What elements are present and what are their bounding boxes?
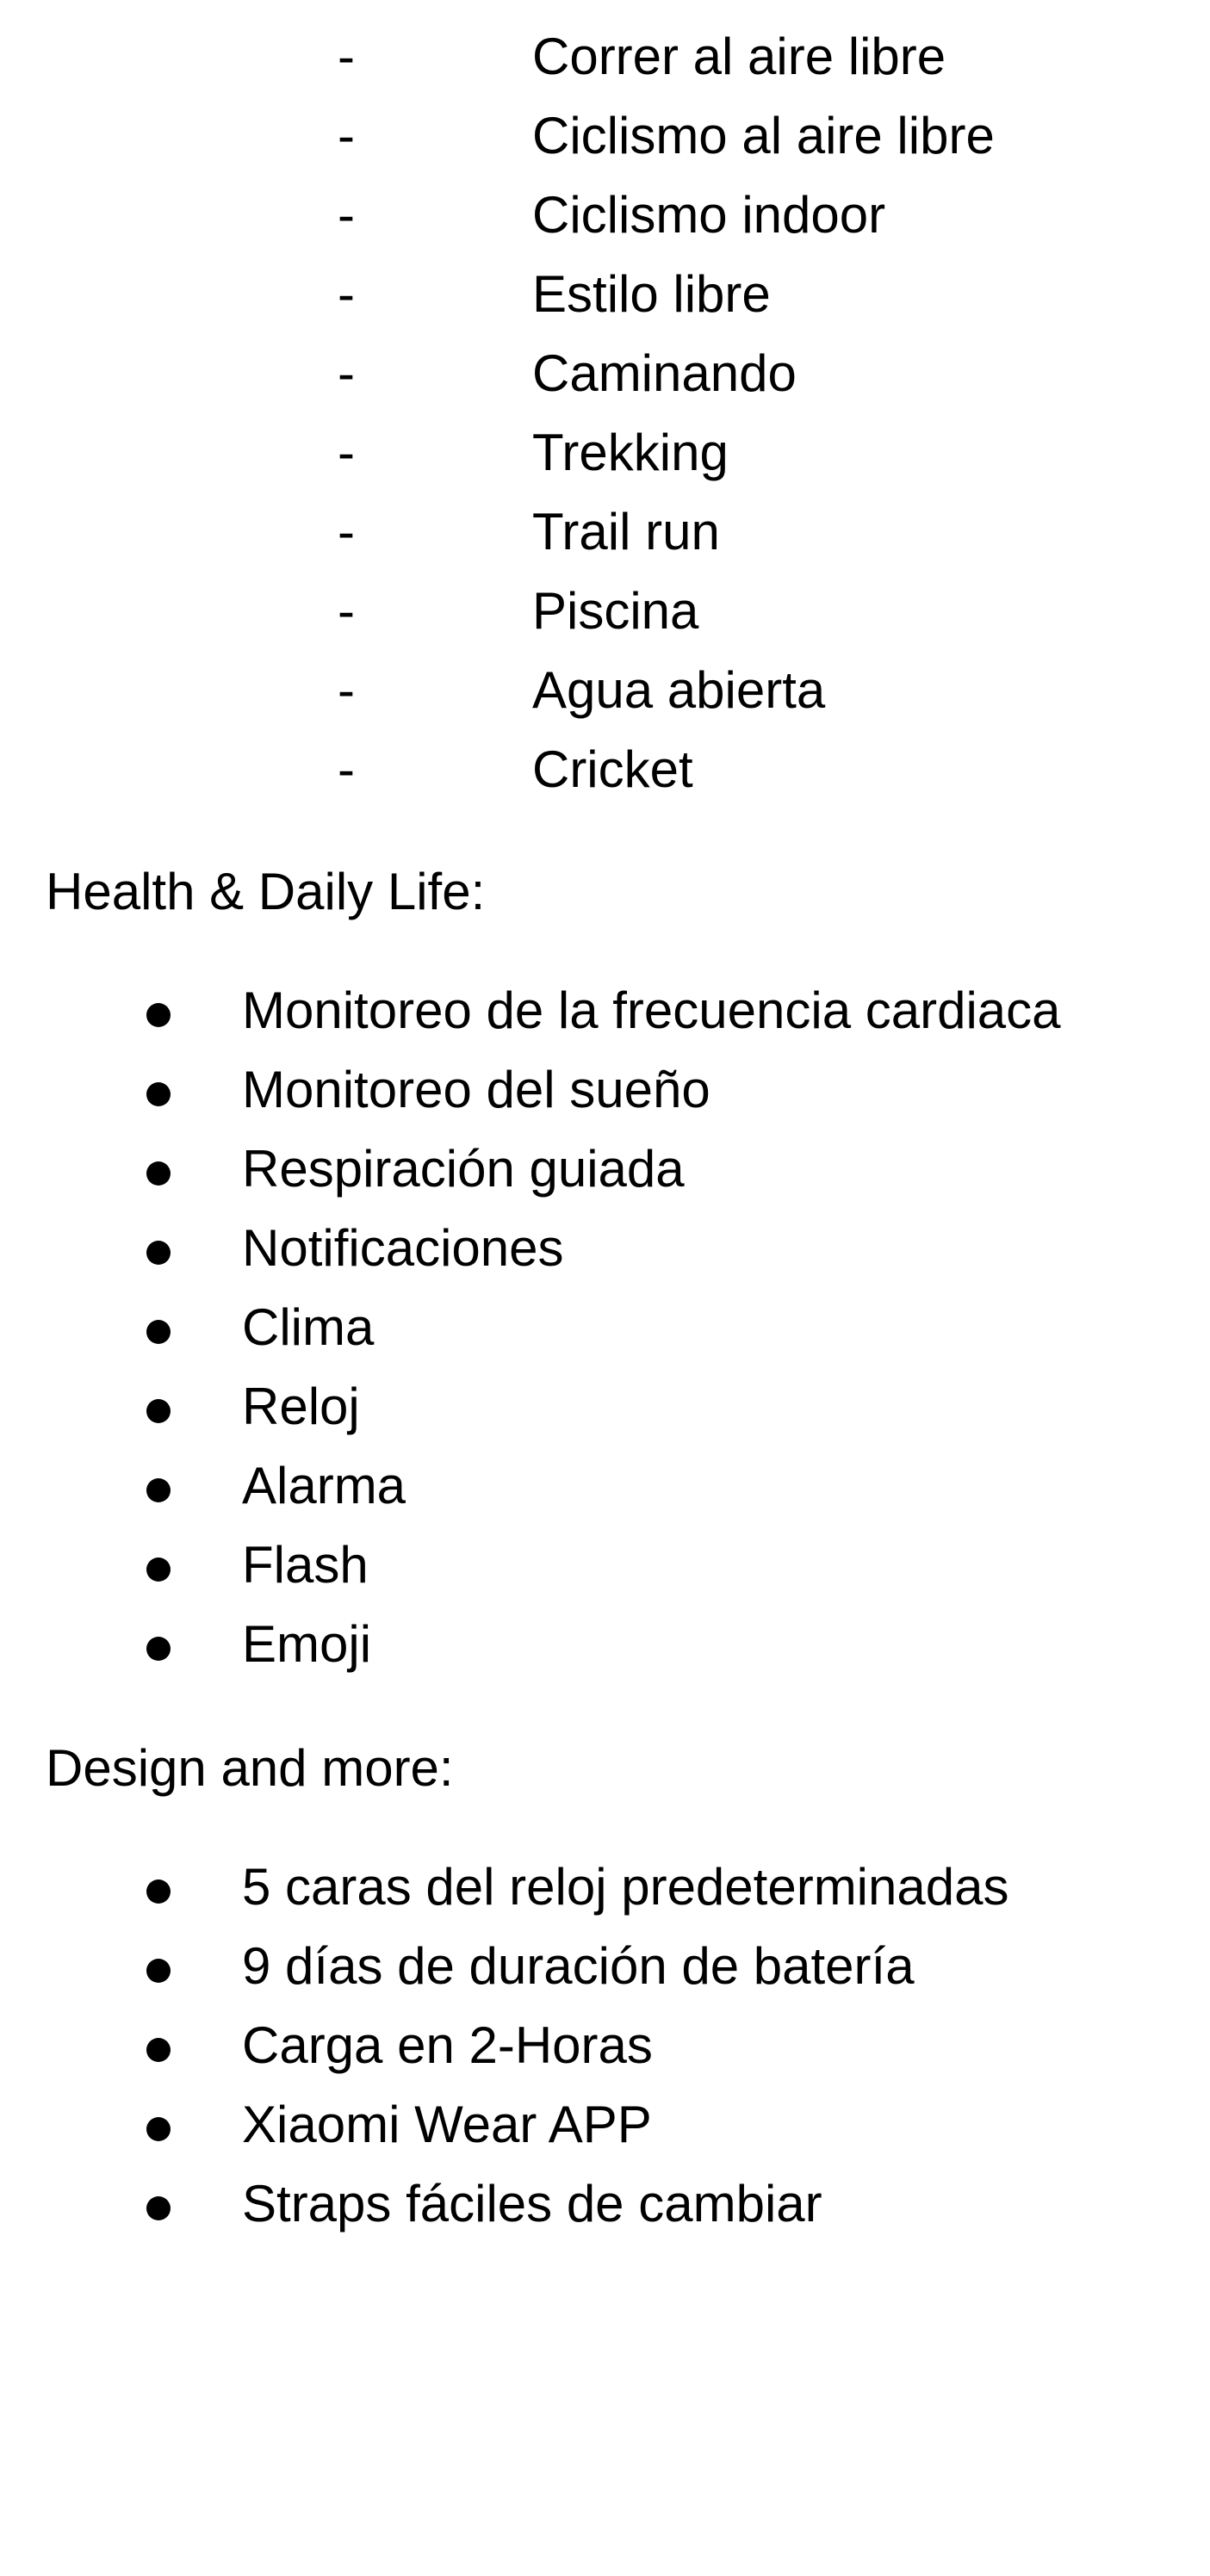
bullet-icon bbox=[146, 1003, 171, 1027]
dash-marker: - bbox=[338, 582, 355, 640]
list-item-text: Straps fáciles de cambiar bbox=[242, 2175, 822, 2232]
section-heading-health: Health & Daily Life: bbox=[46, 863, 486, 920]
list-item bbox=[0, 96, 1210, 176]
list-item bbox=[0, 1927, 1210, 2006]
list-item bbox=[0, 176, 1210, 255]
bullet-icon bbox=[146, 1637, 171, 1661]
design-feature-list bbox=[0, 1848, 1210, 2244]
list-item-text: Clima bbox=[242, 1298, 375, 1356]
bullet-icon bbox=[146, 2196, 171, 2220]
list-item-text: Emoji bbox=[242, 1615, 372, 1673]
bullet-icon bbox=[146, 1959, 171, 1983]
bullet-icon bbox=[146, 1478, 171, 1502]
list-item bbox=[0, 651, 1210, 730]
list-item-text: Estilo libre bbox=[532, 265, 771, 323]
dash-marker: - bbox=[338, 661, 355, 719]
list-item-text: Monitoreo de la frecuencia cardiaca bbox=[242, 981, 1061, 1039]
list-item bbox=[0, 17, 1210, 96]
bullet-icon bbox=[146, 1161, 171, 1186]
dash-marker: - bbox=[338, 344, 355, 402]
bullet-icon bbox=[146, 2038, 171, 2062]
list-item-text: Trail run bbox=[532, 503, 720, 560]
health-feature-list bbox=[0, 971, 1210, 1684]
dash-marker: - bbox=[338, 740, 355, 798]
list-item-text: Respiración guiada bbox=[242, 1140, 685, 1198]
list-item bbox=[0, 334, 1210, 413]
list-item bbox=[0, 971, 1210, 1050]
dash-marker: - bbox=[338, 503, 355, 560]
list-item bbox=[0, 413, 1210, 492]
list-item bbox=[0, 1605, 1210, 1684]
list-item bbox=[0, 2006, 1210, 2085]
list-item-text: Notificaciones bbox=[242, 1219, 564, 1277]
bullet-icon bbox=[146, 1320, 171, 1344]
bullet-icon bbox=[146, 1879, 171, 1904]
list-item-text: Flash bbox=[242, 1536, 369, 1594]
list-item bbox=[0, 2164, 1210, 2244]
list-item bbox=[0, 1209, 1210, 1288]
list-item bbox=[0, 1288, 1210, 1367]
list-item-text: Carga en 2-Horas bbox=[242, 2016, 653, 2074]
list-item bbox=[0, 1130, 1210, 1209]
list-item bbox=[0, 730, 1210, 809]
bullet-icon bbox=[146, 1082, 171, 1106]
bullet-icon bbox=[146, 1241, 171, 1265]
list-item bbox=[0, 1848, 1210, 1927]
list-item-text: Correr al aire libre bbox=[532, 28, 946, 85]
dash-marker: - bbox=[338, 186, 355, 244]
list-item bbox=[0, 1050, 1210, 1130]
list-item bbox=[0, 255, 1210, 334]
list-item bbox=[0, 1446, 1210, 1526]
list-item-text: Xiaomi Wear APP bbox=[242, 2096, 652, 2153]
list-item-text: Agua abierta bbox=[532, 661, 826, 719]
list-item-text: Ciclismo indoor bbox=[532, 186, 886, 244]
list-item-text: Caminando bbox=[532, 344, 797, 402]
list-item bbox=[0, 1526, 1210, 1605]
list-item-text: Monitoreo del sueño bbox=[242, 1061, 710, 1118]
section-heading-design: Design and more: bbox=[46, 1739, 454, 1797]
dash-marker: - bbox=[338, 28, 355, 85]
list-item-text: Alarma bbox=[242, 1457, 406, 1514]
bullet-icon bbox=[146, 2117, 171, 2141]
list-item-text: Piscina bbox=[532, 582, 699, 640]
list-item-text: Reloj bbox=[242, 1378, 360, 1435]
list-item bbox=[0, 492, 1210, 572]
dash-marker: - bbox=[338, 107, 355, 164]
bullet-icon bbox=[146, 1557, 171, 1582]
list-item bbox=[0, 2085, 1210, 2164]
list-item-text: 5 caras del reloj predeterminadas bbox=[242, 1858, 1009, 1916]
list-item-text: Ciclismo al aire libre bbox=[532, 107, 995, 164]
bullet-icon bbox=[146, 1399, 171, 1423]
list-item-text: 9 días de duración de batería bbox=[242, 1937, 915, 1995]
list-item bbox=[0, 1367, 1210, 1446]
list-item bbox=[0, 572, 1210, 651]
list-item-text: Trekking bbox=[532, 424, 729, 481]
activity-list bbox=[0, 17, 1210, 809]
dash-marker: - bbox=[338, 265, 355, 323]
dash-marker: - bbox=[338, 424, 355, 481]
list-item-text: Cricket bbox=[532, 740, 693, 798]
